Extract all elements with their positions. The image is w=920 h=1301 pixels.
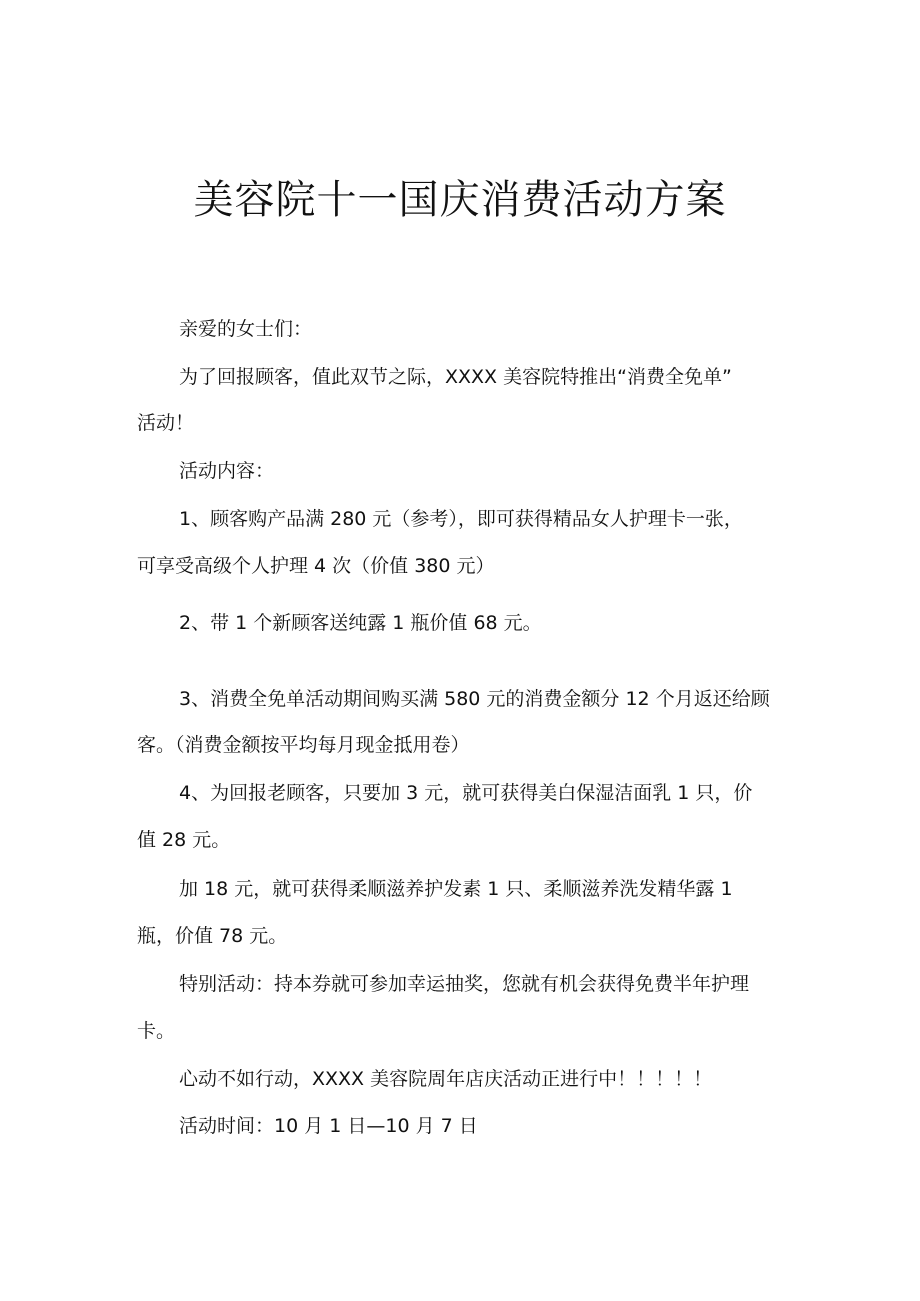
item-3-line-1: 3、消费全免单活动期间购买满 580 元的消费金额分 12 个月返还给顾 (179, 688, 770, 710)
special-line-1: 特别活动：持本券就可参加幸运抽奖，您就有机会获得免费半年护理 (179, 973, 750, 995)
activity-heading: 活动内容： (179, 460, 275, 482)
item-4-line-1: 4、为回报老顾客，只要加 3 元，就可获得美白保湿洁面乳 1 只，价 (179, 782, 753, 804)
document-title: 美容院十一国庆消费活动方案 (193, 177, 727, 223)
greeting-text: 亲爱的女士们： (179, 318, 313, 340)
closing-text: 心动不如行动，XXXX 美容院周年店庆活动正进行中！！！！！ (179, 1068, 713, 1090)
activity-time: 活动时间：10 月 1 日—10 月 7 日 (179, 1115, 478, 1137)
extra-line-1: 加 18 元，就可获得柔顺滋养护发素 1 只、柔顺滋养洗发精华露 1 (179, 878, 733, 900)
item-4-line-2: 值 28 元。 (137, 829, 231, 851)
item-3-line-2: 客。（消费金额按平均每月现金抵用卷） (137, 734, 470, 756)
intro-line-2: 活动！ (137, 412, 195, 434)
extra-line-2: 瓶，价值 78 元。 (137, 925, 288, 947)
item-2-line-1: 2、带 1 个新顾客送纯露 1 瓶价值 68 元。 (179, 612, 542, 634)
intro-line-1: 为了回报顾客，值此双节之际，XXXX 美容院特推出“消费全免单” (179, 366, 732, 388)
item-1-line-1: 1、顾客购产品满 280 元（参考），即可获得精品女人护理卡一张， (179, 508, 743, 530)
item-1-line-2: 可享受高级个人护理 4 次（价值 380 元） (137, 555, 495, 577)
special-line-2: 卡。 (137, 1020, 176, 1042)
